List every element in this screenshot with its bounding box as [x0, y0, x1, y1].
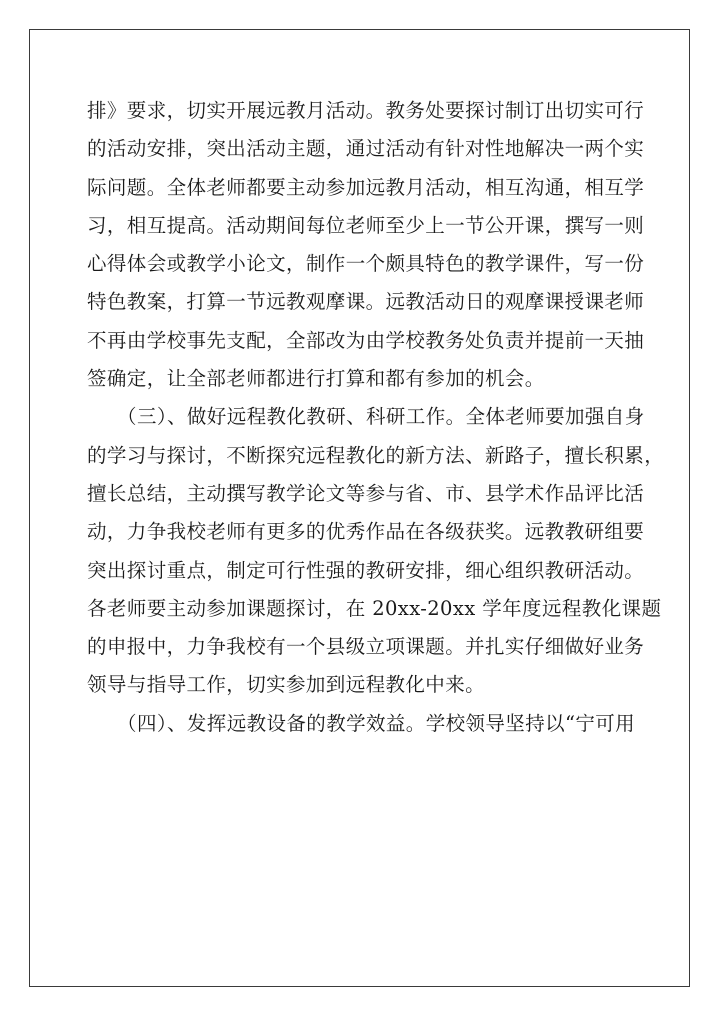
- text-line: 习，相互提高。活动期间每位老师至少上一节公开课，撰写一则: [87, 213, 645, 237]
- text-line: 突出探讨重点，制定可行性强的教研安排，细心组织教研活动。: [87, 558, 645, 582]
- text-line: 领导与指导工作，切实参加到远程教化中来。: [87, 673, 486, 697]
- text-line: 心得体会或教学小论文，制作一个颇具特色的教学课件，写一份: [87, 252, 645, 276]
- text-line: 特色教案，打算一节远教观摩课。远教活动日的观摩课授课老师: [87, 290, 645, 314]
- text-line: 签确定，让全部老师都进行打算和都有参加的机会。: [87, 367, 545, 391]
- text-line: 的学习与探讨，不断探究远程教化的新方法、新路子，擅长积累，: [87, 443, 665, 467]
- paragraph-heading-line: （三）、做好远程教化教研、科研工作。全体老师要加强自身: [87, 405, 645, 429]
- text-line: 排》要求，切实开展远教月活动。教务处要探讨制订出切实可行: [87, 99, 645, 122]
- text-line: 不再由学校事先支配，全部改为由学校教务处负责并提前一天抽: [87, 328, 645, 352]
- text-line: 各老师要主动参加课题探讨，在 20xx-20xx 学年度远程教化课题: [87, 596, 662, 620]
- text-line: 际问题。全体老师都要主动参加远教月活动，相互沟通，相互学: [87, 175, 645, 199]
- text-line: 擅长总结，主动撰写教学论文等参与省、市、县学术作品评比活: [87, 481, 645, 505]
- text-line: 的活动安排，突出活动主题，通过活动有针对性地解决一两个实: [87, 137, 645, 161]
- paragraph-heading-line: （四）、发挥远教设备的教学效益。学校领导坚持以“宁可用: [87, 711, 636, 735]
- text-line: 的申报中，力争我校有一个县级立项课题。并扎实仔细做好业务: [87, 635, 645, 659]
- document-body: [87, 92, 665, 743]
- text-line: 动，力争我校老师有更多的优秀作品在各级获奖。远教教研组要: [87, 520, 645, 544]
